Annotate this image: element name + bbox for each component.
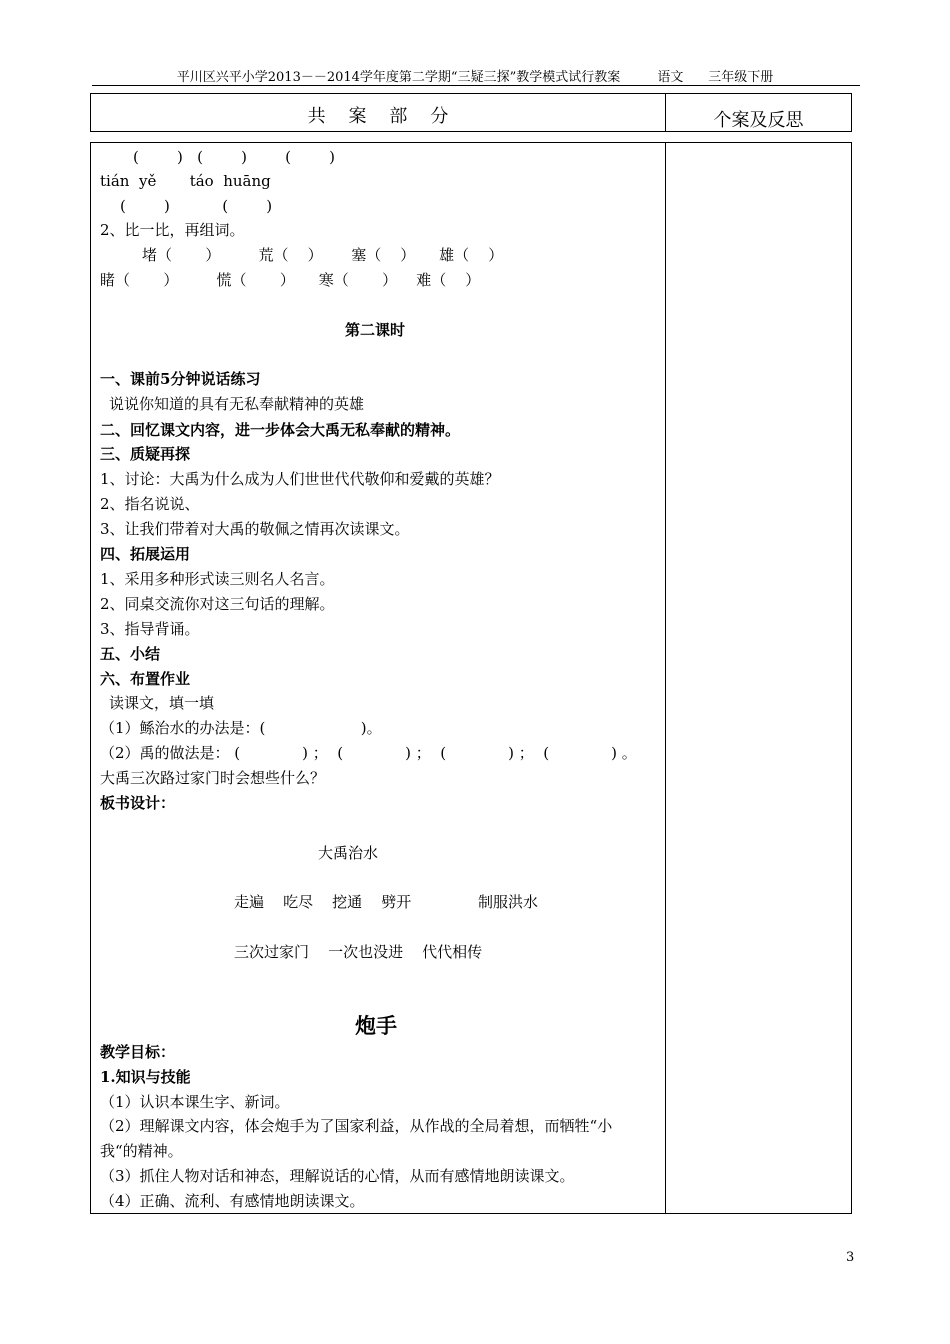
page-number: 3 <box>846 1250 855 1265</box>
exercise-compare-title: 2、比一比，再组词。 <box>100 221 245 239</box>
goal-item-2: （2）理解课文内容，体会炮手为了国家利益，从作战的全局着想，而牺牲“小 <box>100 1117 613 1135</box>
goal-item-4: （4）正确、流利、有感情地朗读课文。 <box>100 1192 365 1210</box>
homework-item-1: （1）鲧治水的办法是：( )。 <box>100 719 382 737</box>
section-4-heading: 四、拓展运用 <box>100 545 191 563</box>
board-row-2: 三次过家门 一次也没进 代代相传 <box>234 943 483 961</box>
pinyin-blank-row-2: ( ) ( ) <box>120 197 273 215</box>
section-1-text: 说说你知道的具有无私奉献精神的英雄 <box>109 395 365 413</box>
shared-plan-title: 共 案 部 分 <box>307 106 449 127</box>
section-3-item-1: 1、讨论：大禹为什么成为人们世世代代敬仰和爱戴的英雄？ <box>100 470 500 488</box>
board-title: 大禹治水 <box>318 844 379 862</box>
homework-question: 大禹三次路过家门时会想些什么？ <box>100 769 326 787</box>
goal-item-2-cont: 我“的精神。 <box>100 1142 183 1160</box>
section-6-heading: 六、布置作业 <box>100 670 191 688</box>
section-4-item-2: 2、同桌交流你对这三句话的理解。 <box>100 595 335 613</box>
lesson-two-heading: 第二课时 <box>345 321 406 339</box>
section-5-heading: 五、小结 <box>100 645 161 663</box>
teaching-goals-heading: 教学目标： <box>100 1043 176 1061</box>
shared-plan-header-cell <box>90 93 666 132</box>
section-1-heading: 一、课前5分钟说话练习 <box>100 370 261 388</box>
section-4-item-1: 1、采用多种形式读三则名人名言。 <box>100 570 335 588</box>
section-2-heading: 二、回忆课文内容，进一步体会大禹无私奉献的精神。 <box>100 421 461 439</box>
individual-reflection-header-cell <box>665 93 852 132</box>
pinyin-row: tián yě táo huāng <box>100 172 271 190</box>
pinyin-blank-row-1: ( ) ( ) ( ) <box>133 148 335 166</box>
header-rule <box>92 85 860 86</box>
individual-reflection-content-cell <box>665 142 852 1214</box>
goal-item-1: （1）认识本课生字、新词。 <box>100 1093 290 1111</box>
individual-reflection-title: 个案及反思 <box>713 110 804 131</box>
board-row-1: 走遍 吃尽 挖通 劈开 制服洪水 <box>234 893 538 911</box>
board-design-heading: 板书设计： <box>100 794 176 812</box>
compare-row-2: 睹（ ） 慌（ ） 寒（ ） 难（ ） <box>100 271 481 289</box>
page-header: 平川区兴平小学2013－－2014学年度第二学期“三疑三探”教学模式试行教案 语文 三年级下册 <box>176 70 774 85</box>
section-3-item-2: 2、指名说说、 <box>100 495 200 513</box>
goal-item-3: （3）抓住人物对话和神态，理解说话的心情，从而有感情地朗读课文。 <box>100 1167 575 1185</box>
knowledge-skills-heading: 1.知识与技能 <box>100 1068 191 1086</box>
section-3-item-3: 3、让我们带着对大禹的敬佩之情再次读课文。 <box>100 520 410 538</box>
homework-intro: 读课文，填一填 <box>109 694 215 712</box>
homework-item-2: （2）禹的做法是： ( ) ； ( ) ； ( ) ； ( ) 。 <box>100 744 637 762</box>
lesson-title-paoshou: 炮手 <box>355 1013 397 1038</box>
section-4-item-3: 3、指导背诵。 <box>100 620 200 638</box>
compare-row-1: 堵（ ） 荒（ ） 塞（ ） 雄（ ） <box>142 246 504 264</box>
section-3-heading: 三、质疑再探 <box>100 445 191 463</box>
